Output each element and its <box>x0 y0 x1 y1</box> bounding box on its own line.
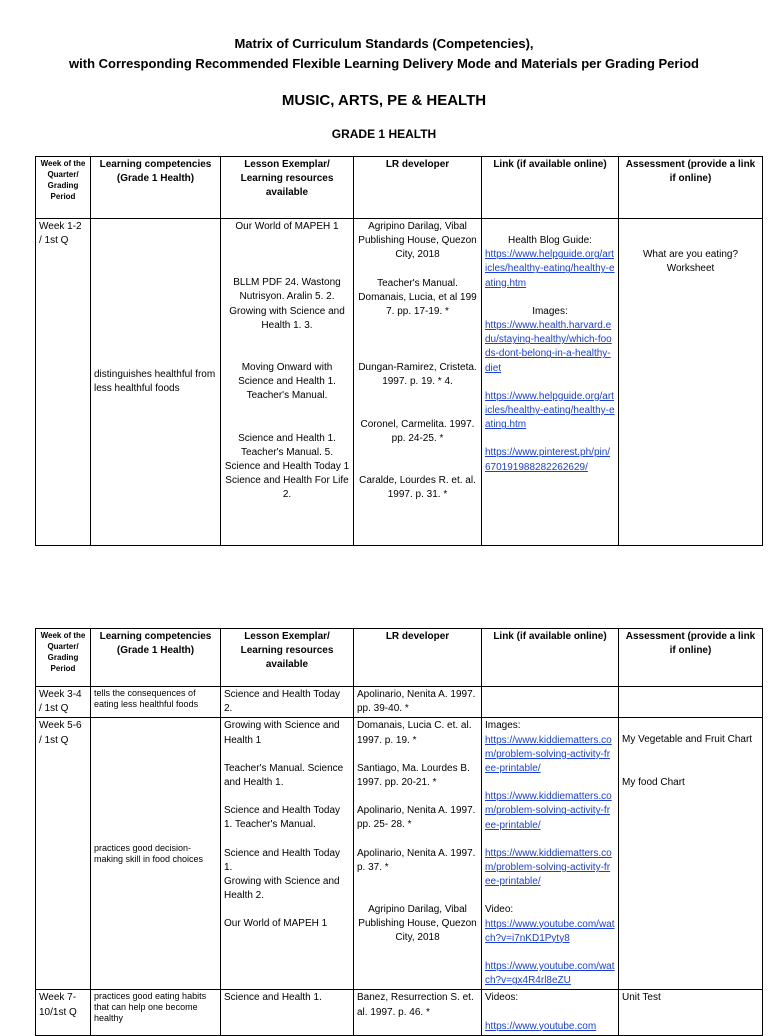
developer-item: Coronel, Carmelita. 1997. pp. 24-25. * <box>360 418 475 444</box>
link-cell <box>482 219 619 546</box>
header-lesson: Lesson Exemplar/ Learning resources available <box>221 157 354 219</box>
link-cell <box>482 687 619 718</box>
header-lesson: Lesson Exemplar/ Learning resources available <box>221 629 354 687</box>
link-label: Images: <box>532 305 568 317</box>
competency-cell: practices good eating habits that can help one become healthy <box>91 990 221 1035</box>
assessment-cell <box>619 687 763 718</box>
subject-heading: MUSIC, ARTS, PE & HEALTH <box>281 92 487 109</box>
link-label: Images: <box>485 720 521 732</box>
header-assessment: Assessment (provide a link if online) <box>619 157 763 219</box>
lesson-cell: Science and Health 1. <box>221 990 354 1035</box>
assessment-cell <box>619 718 763 990</box>
link-cell <box>482 990 619 1035</box>
lesson-item: Science and Health Today 1. <box>224 847 341 873</box>
lesson-item: BLLM PDF 24. Wastong Nutrisyon. Aralin 5. 2. Growing with Science and Health 1. 3. <box>229 277 345 331</box>
developer-item: Caralde, Lourdes R. et. al. 1997. p. 31. * <box>359 475 476 501</box>
curriculum-table-1 <box>35 156 763 546</box>
lesson-cell <box>221 718 354 990</box>
resource-link[interactable]: https://www.kiddiematters.com/problem-solving-activity-free-printable/ <box>485 734 612 775</box>
developer-cell: Banez, Resurrection S. et. al. 1997. p. 46. * <box>354 990 482 1035</box>
lesson-cell <box>221 219 354 546</box>
document-title-line-2: with Corresponding Recommended Flexible Learning Delivery Mode and Materials per Grading Period <box>69 56 699 71</box>
developer-cell: Apolinario, Nenita A. 1997. pp. 39-40. * <box>354 687 482 718</box>
curriculum-table-2 <box>35 628 763 1036</box>
document-title-line-1: Matrix of Curriculum Standards (Competencies), <box>234 36 534 51</box>
developer-item: Apolinario, Nenita A. 1997. p. 37. * <box>357 847 476 873</box>
resource-link[interactable]: https://www.youtube.com/watch?v=i7nKD1Pyty8 <box>485 918 615 944</box>
lesson-item: Science and Health For Life 2. <box>225 475 349 501</box>
developer-item: Agripino Darilag, Vibal Publishing House, Quezon City, 2018 <box>358 221 477 261</box>
lesson-item: Teacher's Manual. Science and Health 1. <box>224 762 344 789</box>
header-assessment: Assessment (provide a link if online) <box>619 629 763 687</box>
competency-cell: distinguishes healthful from less healthful foods <box>91 219 221 546</box>
developer-item: 7. pp. 17-19. * <box>386 306 449 318</box>
lesson-item: Our World of MAPEH 1 <box>224 918 328 930</box>
header-link: Link (if available online) <box>482 157 619 219</box>
lesson-cell: Science and Health Today 2. <box>221 687 354 718</box>
resource-link[interactable]: https://www.kiddiematters.com/problem-solving-activity-free-printable/ <box>485 791 612 831</box>
developer-item: Agripino Darilag, Vibal Publishing House, Quezon City, 2018 <box>358 904 477 944</box>
lesson-item: Moving Onward with Science and Health 1. Teacher's Manual. <box>238 362 336 402</box>
developer-item: Apolinario, Nenita A. 1997. pp. 25- 28. * <box>357 805 476 831</box>
developer-item: Teacher's Manual. Domanais, Lucia, et al 199 <box>358 277 477 303</box>
resource-link[interactable]: https://www.kiddiematters.com/problem-solving-activity-free-printable/ <box>485 847 612 888</box>
lesson-item: Science and Health 1. Teacher's Manual. 5. Science and Health Today 1 <box>224 432 350 473</box>
assessment-item: My Vegetable and Fruit Chart <box>622 734 753 746</box>
week-cell: Week 3-4 / 1st Q <box>36 687 91 718</box>
header-week: Week of the Quarter/ Grading Period <box>36 629 91 687</box>
table-header-row <box>36 157 763 219</box>
table-row <box>36 219 763 546</box>
assessment-item: What are you eating? Worksheet <box>642 249 739 275</box>
developer-item: Santiago, Ma. Lourdes B. 1997. pp. 20-21. * <box>357 762 470 789</box>
grade-heading: GRADE 1 HEALTH <box>331 127 437 141</box>
competency-cell: tells the consequences of eating less healthful foods <box>91 687 221 718</box>
table-row <box>36 718 763 990</box>
header-developer: LR developer <box>354 629 482 687</box>
lesson-item: Science and Health Today 1. Teacher's Manual. <box>224 805 341 831</box>
resource-link[interactable]: https://www.health.harvard.edu/staying-healthy/which-foods-dont-belong-in-a-healthy-diet <box>485 320 612 374</box>
header-week: Week of the Quarter/ Grading Period <box>36 157 91 219</box>
resource-link[interactable]: https://www.youtube.com <box>485 1020 597 1032</box>
table-header-row <box>36 629 763 687</box>
table-row <box>36 687 763 718</box>
header-competency: Learning competencies (Grade 1 Health) <box>91 157 221 219</box>
header-link: Link (if available online) <box>482 629 619 687</box>
lesson-item: Growing with Science and Health 2. <box>224 876 340 902</box>
assessment-item: My food Chart <box>622 776 685 788</box>
week-cell: Week 7-10/1st Q <box>36 990 91 1035</box>
assessment-cell <box>619 219 763 546</box>
link-label: Video: <box>485 904 514 916</box>
resource-link[interactable]: https://www.helpguide.org/articles/healthy-eating/healthy-eating.htm <box>485 249 615 289</box>
resource-link[interactable]: https://www.helpguide.org/articles/healthy-eating/healthy-eating.htm <box>485 390 615 431</box>
developer-cell <box>354 718 482 990</box>
table-row <box>36 990 763 1035</box>
header-competency: Learning competencies (Grade 1 Health) <box>91 629 221 687</box>
developer-item: Dungan-Ramirez, Cristeta. 1997. p. 19. * 4. <box>358 362 477 388</box>
week-cell: Week 1-2 / 1st Q <box>36 219 91 546</box>
link-cell <box>482 718 619 990</box>
link-label: Health Blog Guide: <box>508 235 592 246</box>
resource-link[interactable]: https://www.pinterest.ph/pin/670191988282262629/ <box>485 447 611 473</box>
header-developer: LR developer <box>354 157 482 219</box>
developer-cell <box>354 219 482 546</box>
lesson-item: Our World of MAPEH 1 <box>235 221 339 232</box>
link-label: Videos: <box>485 992 519 1004</box>
lesson-item: Growing with Science and Health 1 <box>224 720 340 746</box>
assessment-cell: Unit Test <box>619 990 763 1035</box>
week-cell: Week 5-6 / 1st Q <box>36 718 91 990</box>
developer-item: Domanais, Lucia C. et. al. 1997. p. 19. * <box>357 720 472 746</box>
resource-link[interactable]: https://www.youtube.com/watch?v=gx4R4rl8eZU <box>485 961 615 987</box>
competency-cell: practices good decision-making skill in food choices <box>91 718 221 990</box>
